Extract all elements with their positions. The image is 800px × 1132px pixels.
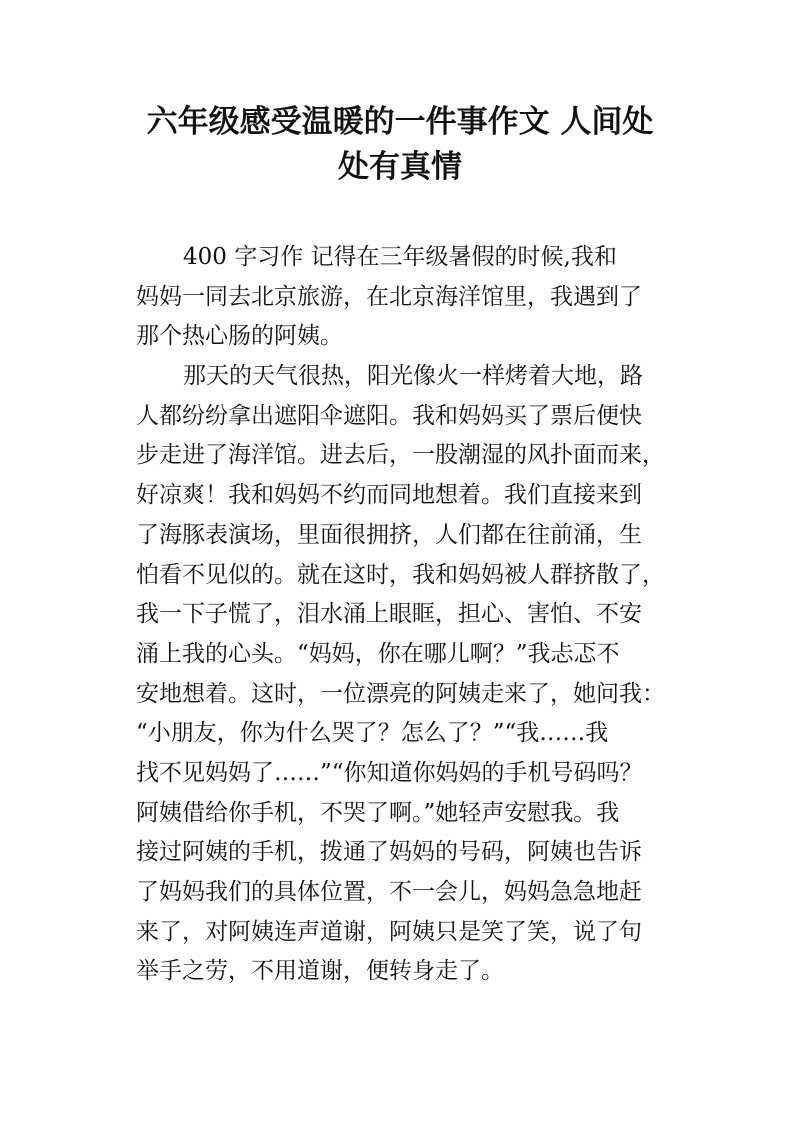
paragraph-2 (136, 357, 676, 992)
paragraph-1 (136, 238, 676, 357)
text-line: 我一下子慌了，泪水涌上眼眶，担心、害怕、不安 (136, 601, 642, 628)
document-body (136, 238, 676, 992)
text-line: 了妈妈我们的具体位置，不一会儿，妈妈急急地赶 (136, 879, 642, 905)
text-line: 好凉爽！我和妈妈不约而同地想着。我们直接来到 (136, 482, 642, 509)
text-line: 妈妈一同去北京旅游，在北京海洋馆里，我遇到了 (136, 283, 642, 310)
text-line: 接过阿姨的手机，拨通了妈妈的号码，阿姨也告诉 (136, 839, 642, 866)
text-line: 那天的天气很热，阳光像火一样烤着大地，路 (183, 363, 643, 390)
text-line: 找不见妈妈了……”“你知道你妈妈的手机号码吗？ (136, 759, 643, 786)
text-line: 来了，对阿姨连声道谢，阿姨只是笑了笑，说了句 (136, 918, 642, 945)
text-line: 安地想着。这时，一位漂亮的阿姨走来了，她问我： (136, 680, 665, 707)
title-line-1: 六年级感受温暖的一件事作文 人间处 (146, 104, 654, 140)
text-line: 步走进了海洋馆。进去后，一股潮湿的风扑面而来， (136, 442, 665, 469)
text-line: 怕看不见似的。就在这时，我和妈妈被人群挤散了， (136, 561, 665, 588)
text-line: 了海豚表演场，里面很拥挤，人们都在往前涌，生 (136, 521, 642, 548)
text-line: 举手之劳，不用道谢，便转身走了。 (136, 958, 504, 985)
text-line: 涌上我的心头。“妈妈，你在哪儿啊？”我忐忑不 (136, 640, 620, 667)
title-line-2: 处有真情 (338, 149, 462, 185)
text-line: 那个热心肠的阿姨。 (136, 323, 343, 350)
text-line: “小朋友，你为什么哭了？怎么了？”“我……我 (136, 720, 609, 747)
text-line: 阿姨借给你手机，不哭了啊。”她轻声安慰我。我 (136, 799, 620, 826)
text-line: 人都纷纷拿出遮阳伞遮阳。我和妈妈买了票后便快 (136, 402, 642, 429)
text-line: 400 字习作 记得在三年级暑假的时候,我和 (183, 244, 617, 270)
document-title (120, 100, 680, 190)
